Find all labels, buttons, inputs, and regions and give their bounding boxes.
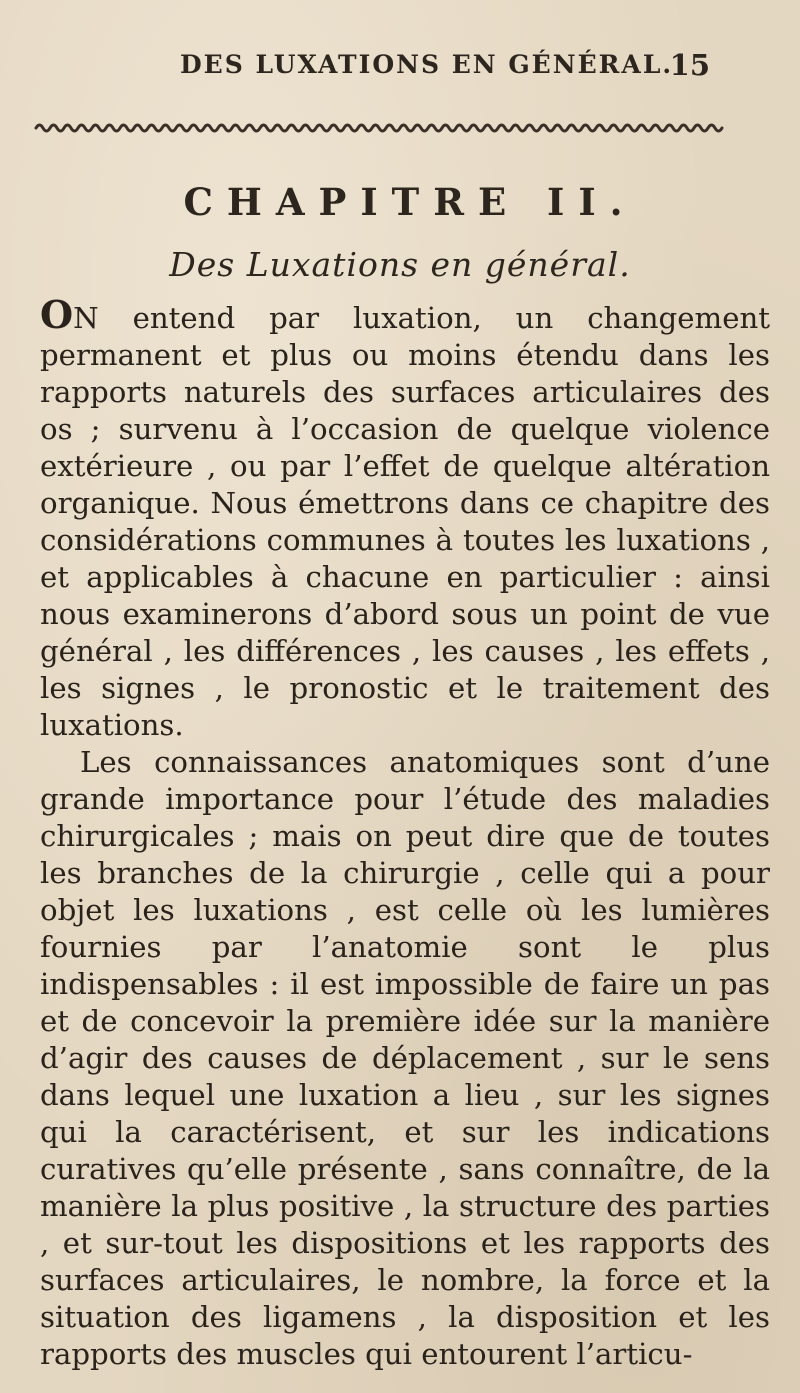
paragraph-1-text: N entend par luxation, un changement permanent et plus ou moins étendu dans les rapports naturels des surfaces articulaires des os ; survenu à l’occasion de quelque violence extérieure , ou par l’effet de quelque altération organique. Nous émettrons dans ce chapitre des considérations communes à toutes les luxations , et applicables à chacune en particulier : ainsi nous examinerons d’abord sous un point de vue général , les différences , les causes , les effets , les signes , le pronostic et le traitement des luxations. [40, 301, 770, 742]
body-text [40, 292, 770, 1373]
paragraph-2 [40, 744, 770, 1373]
ornamental-rule [34, 120, 726, 136]
chapter-heading: CHAPITRE II. [183, 180, 637, 224]
running-title: DES LUXATIONS EN GÉNÉRAL. [180, 50, 674, 79]
chapter-subtitle: Des Luxations en général. [169, 245, 631, 284]
drop-cap-initial: O [40, 292, 74, 337]
running-head [180, 50, 740, 90]
page-number: 15 [669, 48, 710, 82]
paragraph-2-text: Les connaissances anatomiques sont d’une grande importance pour l’étude des maladies chirurgicales ; mais on peut dire que de toutes les branches de la chirurgie , celle qui a pour objet les luxations , est celle où les lumières fournies par l’anatomie sont le plus indispensables : il est impossible de faire un pas et de concevoir la première idée sur la manière d’agir des causes de déplacement , sur le sens dans lequel une luxation a lieu , sur les signes qui la caractérisent, et sur les indications curatives qu’elle présente , sans connaître, de la manière la plus positive , la structure des parties , et sur-tout les dispositions et les rapports des surfaces articulaires, le nombre, la force et la situation des ligamens , la disposition et les rapports des muscles qui entourent l’articu- [40, 745, 770, 1371]
paragraph-1 [40, 292, 770, 744]
